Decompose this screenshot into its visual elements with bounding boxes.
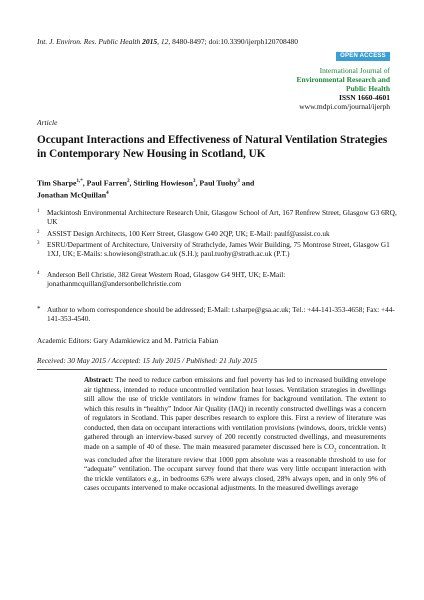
affiliation-text: ESRU/Department of Architecture, University of Strathclyde, James Weir Building, 75 Montrose Street, Glasgow G1 1XJ, UK; E-Mails: s.howieson@strath.ac.uk (S.H.); paul.tuohy@strath.ac.uk (P.T.) bbox=[47, 240, 390, 259]
author-affil-sup: 4 bbox=[106, 191, 109, 197]
affiliation-number: 4 bbox=[37, 271, 40, 276]
affiliation-number: 3 bbox=[37, 241, 40, 246]
publication-dates: Received: 30 May 2015 / Accepted: 15 July 2015 / Published: 21 July 2015 bbox=[37, 356, 258, 365]
affiliation-2 bbox=[37, 229, 397, 238]
abstract-text-part2: concentration. It was concluded after the literature review that 1000 ppm absolute was a reasonable threshold to use for “adequate” ventilation. The occupant survey found that there was very little occupant interaction with the trickle ventilators e.g., in bedrooms 63% were always closed, 28% always open, and in only 9% of cases occupants intervened to make occasional adjustments. In the measured dwellings average bbox=[84, 442, 386, 493]
citation-journal: Int. J. Environ. Res. Public Health bbox=[37, 37, 141, 46]
affiliation-number: 1 bbox=[37, 209, 40, 214]
affiliation-3 bbox=[37, 240, 397, 259]
correspondence-mark: * bbox=[37, 305, 41, 313]
journal-name-line1: International Journal of bbox=[319, 66, 390, 75]
author-name: Tim Sharpe bbox=[37, 178, 77, 188]
abstract-label: Abstract: bbox=[84, 376, 114, 384]
author-list bbox=[37, 177, 397, 201]
journal-url[interactable]: www.mdpi.com/journal/ijerph bbox=[299, 102, 390, 111]
abstract bbox=[84, 376, 386, 494]
affiliation-number: 2 bbox=[37, 230, 40, 235]
author-name: Paul Farren bbox=[86, 178, 128, 188]
affiliation-text: Mackintosh Environmental Architecture Research Unit, Glasgow School of Art, 167 Renfrew Street, Glasgow G3 6RQ, UK bbox=[47, 208, 397, 227]
divider bbox=[37, 369, 387, 370]
author-name: Paul Tuohy bbox=[199, 178, 238, 188]
author-name: Stirling Howieson bbox=[133, 178, 193, 188]
affiliation-text: ASSIST Design Architects, 100 Kerr Street, Glasgow G40 2QP, UK; E-Mail: paulf@assist.co.uk bbox=[47, 229, 330, 238]
citation-year: 2015 bbox=[142, 37, 158, 46]
open-access-badge: OPEN ACCESS bbox=[336, 52, 390, 61]
journal-name-line2: Environmental Research and bbox=[296, 75, 390, 84]
author-name: Jonathan McQuillan bbox=[37, 190, 107, 200]
affiliation-1 bbox=[37, 208, 397, 227]
article-type: Article bbox=[37, 118, 58, 127]
article-title: Occupant Interactions and Effectiveness of Natural Ventilation Strategies in Contemporary New Housing in Scotland, UK bbox=[37, 134, 388, 160]
author-affil-sup: 1,* bbox=[76, 179, 83, 184]
author-conjunction: and bbox=[241, 178, 255, 188]
author-affil-sup: 2 bbox=[127, 179, 130, 184]
affiliation-4 bbox=[37, 270, 397, 289]
citation-doi: , 8480-8497; doi:10.3390/ijerph120708480 bbox=[168, 37, 298, 46]
correspondence bbox=[37, 305, 397, 324]
author-line-2 bbox=[37, 189, 397, 201]
author-affil-sup: 3 bbox=[193, 179, 196, 184]
correspondence-text: Author to whom correspondence should be addressed; E-Mail: t.sharpe@gsa.ac.uk; Tel.: +44-141-353-4658; Fax: +44-141-353-4540. bbox=[47, 305, 395, 324]
author-affil-sup: 3 bbox=[237, 179, 240, 184]
citation-volume: 12 bbox=[160, 37, 169, 46]
author-line-1: Tim Sharpe$^{1,*}$, Paul Farren$^2$, Stirling Howieson$^3$, Paul Tuohy$^3$ and bbox=[37, 178, 255, 188]
academic-editors: Academic Editors: Gary Adamkiewicz and M. Patricia Fabian bbox=[37, 336, 219, 345]
journal-name-line3: Public Health bbox=[346, 84, 390, 93]
abstract-subscript: 2 bbox=[333, 448, 337, 454]
affiliation-text: Anderson Bell Christie, 382 Great Western Road, Glasgow G4 9HT, UK; E-Mail: jonathanmcquillan@andersonbellchristie.com bbox=[47, 270, 286, 289]
issn: ISSN 1660-4601 bbox=[338, 93, 390, 102]
citation-line: Int. J. Environ. Res. Public Health 2015, 12, 8480-8497; doi:10.3390/ijerph120708480 bbox=[37, 37, 298, 46]
journal-info bbox=[297, 66, 390, 111]
abstract-text-part1: The need to reduce carbon emissions and fuel poverty has led to increased building envelope air tightness, intended to reduce uncontrolled ventilation heat losses. Ventilation strategies in dwellings still allow the use of trickle ventilators in window frames for background ventilation. The extent to which this results in “healthy” Indoor Air Quality (IAQ) in recently constructed dwellings was a concern of regulators in Scotland. This paper describes research to explore this. First a review of literature was conducted, then data on occupant interactions with ventilation provisions (windows, doors, trickle vents) gathered through an interview-based survey of 200 recently constructed dwellings, and measurements made on a sample of 40 of these. The main measured parameter discussed here is CO bbox=[84, 376, 386, 451]
